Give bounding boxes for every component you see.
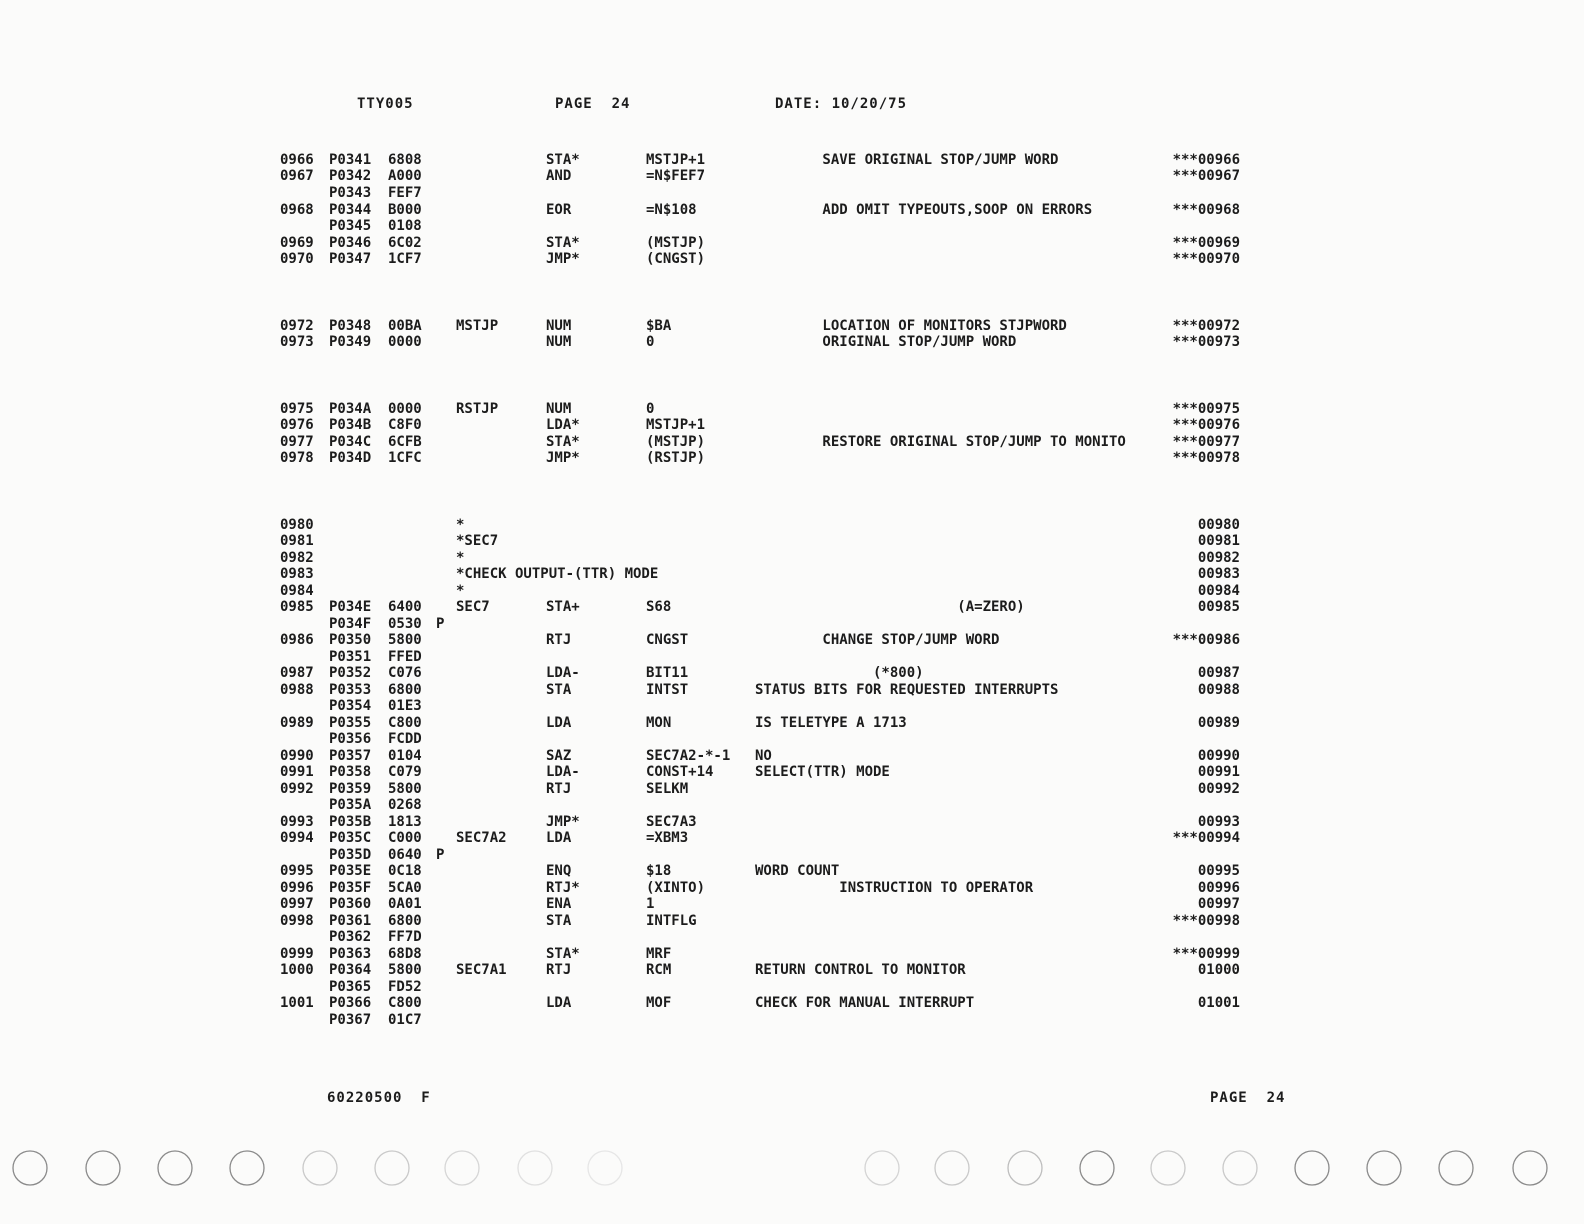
listing-addr: P0359	[329, 781, 372, 797]
listing-label: MSTJP	[456, 318, 499, 334]
listing-op: RTJ*	[546, 880, 580, 896]
listing-line: 0977	[280, 434, 314, 450]
listing-op: LDA-	[546, 764, 580, 780]
listing-line: 0999	[280, 946, 314, 962]
listing-line	[280, 168, 1260, 185]
listing-seq: ***00972	[1172, 318, 1240, 334]
listing-seq: ***00975	[1172, 401, 1240, 417]
listing-code: 0000	[388, 334, 422, 350]
listing-code: 0000	[388, 401, 422, 417]
listing-addr: P0364	[329, 962, 372, 978]
listing-seq: ***00967	[1172, 168, 1240, 184]
listing-arg: (RSTJP)	[646, 450, 706, 466]
listing-line	[280, 896, 1260, 913]
listing-arg: =N$FEF7	[646, 168, 706, 184]
listing-line	[280, 318, 1260, 335]
listing-addr: P0349	[329, 334, 372, 350]
listing-seq: 00995	[1197, 863, 1240, 879]
listing-cmt: (A=ZERO)	[755, 599, 1025, 615]
listing-op: NUM	[546, 401, 572, 417]
listing-label: SEC7A1	[456, 962, 507, 978]
listing-code: 01C7	[388, 1012, 422, 1028]
listing-line: 0997	[280, 896, 314, 912]
listing-code: 6808	[388, 152, 422, 168]
listing-addr: P034F	[329, 616, 372, 632]
listing-arg: CNGST	[646, 632, 689, 648]
listing-op: SAZ	[546, 748, 572, 764]
assembly-listing	[280, 0, 1280, 1224]
listing-seq: ***00986	[1172, 632, 1240, 648]
listing-addr: P034A	[329, 401, 372, 417]
listing-line: 0986	[280, 632, 314, 648]
listing-addr: P0351	[329, 649, 372, 665]
listing-line	[280, 682, 1260, 699]
listing-addr: P0346	[329, 235, 372, 251]
listing-code: 1CF7	[388, 251, 422, 267]
listing-line	[280, 946, 1260, 963]
listing-cmt: SELECT(TTR) MODE	[755, 764, 890, 780]
listing-seq: ***00969	[1172, 235, 1240, 251]
listing-line: 0989	[280, 715, 314, 731]
listing-line: 0987	[280, 665, 314, 681]
listing-arg: INTST	[646, 682, 689, 698]
listing-seq: 01000	[1197, 962, 1240, 978]
listing-code: 0108	[388, 218, 422, 234]
listing-cmt: WORD COUNT	[755, 863, 840, 879]
listing-cmt: ADD OMIT TYPEOUTS,SOOP ON ERRORS	[755, 202, 1093, 218]
listing-code: 6800	[388, 682, 422, 698]
listing-addr: P034B	[329, 417, 372, 433]
listing-line: 1001	[280, 995, 314, 1011]
listing-code: FF7D	[388, 929, 422, 945]
listing-label: SEC7A2	[456, 830, 507, 846]
listing-seq: 00985	[1197, 599, 1240, 615]
listing-line	[280, 764, 1260, 781]
listing-arg: (MSTJP)	[646, 434, 706, 450]
listing-line: 0996	[280, 880, 314, 896]
listing-line: 0994	[280, 830, 314, 846]
listing-rel: P	[436, 616, 445, 632]
listing-seq: ***00968	[1172, 202, 1240, 218]
listing-addr: P0356	[329, 731, 372, 747]
listing-line	[280, 599, 1260, 616]
listing-line: 0981	[280, 533, 314, 549]
listing-seq: ***00978	[1172, 450, 1240, 466]
listing-op: EOR	[546, 202, 572, 218]
listing-addr: P0344	[329, 202, 372, 218]
listing-line: 0978	[280, 450, 314, 466]
listing-arg: (CNGST)	[646, 251, 706, 267]
listing-addr: P0358	[329, 764, 372, 780]
listing-cmt: SAVE ORIGINAL STOP/JUMP WORD	[755, 152, 1059, 168]
listing-seq: ***00973	[1172, 334, 1240, 350]
listing-seq: 00988	[1197, 682, 1240, 698]
listing-op: RTJ	[546, 781, 572, 797]
listing-addr: P0367	[329, 1012, 372, 1028]
listing-arg: SELKM	[646, 781, 689, 797]
listing-code: 6800	[388, 913, 422, 929]
listing-cmt: CHANGE STOP/JUMP WORD	[755, 632, 1000, 648]
listing-addr: P035D	[329, 847, 372, 863]
listing-code: 1CFC	[388, 450, 422, 466]
listing-line: 0993	[280, 814, 314, 830]
listing-line	[280, 731, 1260, 748]
listing-code: FFED	[388, 649, 422, 665]
listing-seq: 00991	[1197, 764, 1240, 780]
listing-cmt: NO	[755, 748, 772, 764]
listing-addr: P0357	[329, 748, 372, 764]
listing-line	[280, 235, 1260, 252]
listing-arg: MSTJP+1	[646, 417, 706, 433]
listing-line	[280, 715, 1260, 732]
listing-arg: MSTJP+1	[646, 152, 706, 168]
listing-code: 0268	[388, 797, 422, 813]
listing-op: JMP*	[546, 450, 580, 466]
listing-arg: $18	[646, 863, 672, 879]
listing-line	[280, 913, 1260, 930]
listing-code: 00BA	[388, 318, 422, 334]
listing-line: 0988	[280, 682, 314, 698]
listing-line	[280, 202, 1260, 219]
listing-arg: =XBM3	[646, 830, 689, 846]
listing-line	[280, 649, 1260, 666]
listing-code: B000	[388, 202, 422, 218]
listing-line: 0983	[280, 566, 314, 582]
listing-addr: P0341	[329, 152, 372, 168]
listing-line	[280, 152, 1260, 169]
listing-op: STA	[546, 913, 572, 929]
listing-label: *	[456, 517, 465, 533]
listing-line	[280, 185, 1260, 202]
listing-arg: SEC7A3	[646, 814, 697, 830]
listing-line: 0990	[280, 748, 314, 764]
listing-op: ENA	[546, 896, 572, 912]
listing-seq: 00989	[1197, 715, 1240, 731]
listing-line	[280, 1012, 1260, 1029]
listing-op: STA*	[546, 434, 580, 450]
listing-arg: =N$108	[646, 202, 697, 218]
listing-line	[280, 781, 1260, 798]
listing-code: FD52	[388, 979, 422, 995]
listing-line: 0995	[280, 863, 314, 879]
listing-line: 0980	[280, 517, 314, 533]
listing-addr: P0362	[329, 929, 372, 945]
listing-line: 0998	[280, 913, 314, 929]
listing-arg: (XINTO)	[646, 880, 706, 896]
listing-line: 0985	[280, 599, 314, 615]
listing-seq: 00984	[1197, 583, 1240, 599]
listing-rel: P	[436, 847, 445, 863]
listing-code: 0C18	[388, 863, 422, 879]
listing-arg: SEC7A2-*-1	[646, 748, 731, 764]
listing-seq: ***00999	[1172, 946, 1240, 962]
listing-op: AND	[546, 168, 572, 184]
listing-seq: 00992	[1197, 781, 1240, 797]
listing-label: RSTJP	[456, 401, 499, 417]
listing-cmt: STATUS BITS FOR REQUESTED INTERRUPTS	[755, 682, 1059, 698]
listing-seq: ***00970	[1172, 251, 1240, 267]
listing-seq: ***00994	[1172, 830, 1240, 846]
listing-addr: P0355	[329, 715, 372, 731]
listing-addr: P0360	[329, 896, 372, 912]
listing-addr: P0354	[329, 698, 372, 714]
listing-addr: P034E	[329, 599, 372, 615]
listing-arg: MON	[646, 715, 672, 731]
page-footer: PAGE 24	[1210, 1090, 1286, 1106]
listing-line: 0984	[280, 583, 314, 599]
listing-code: C8F0	[388, 417, 422, 433]
listing-line	[280, 434, 1260, 451]
listing-code: C079	[388, 764, 422, 780]
listing-line	[280, 814, 1260, 831]
listing-op: RTJ	[546, 632, 572, 648]
listing-line: 0975	[280, 401, 314, 417]
listing-arg: S68	[646, 599, 672, 615]
listing-line	[280, 517, 1260, 534]
listing-label: *SEC7	[456, 533, 499, 549]
listing-code: 6CFB	[388, 434, 422, 450]
tractor-feed-holes	[0, 1148, 1584, 1198]
listing-seq: 00996	[1197, 880, 1240, 896]
listing-code: 5800	[388, 632, 422, 648]
listing-addr: P0350	[329, 632, 372, 648]
listing-code: 01E3	[388, 698, 422, 714]
listing-addr: P0348	[329, 318, 372, 334]
listing-code: 1813	[388, 814, 422, 830]
listing-seq: ***00976	[1172, 417, 1240, 433]
listing-addr: P0365	[329, 979, 372, 995]
listing-line	[280, 583, 1260, 600]
listing-code: 68D8	[388, 946, 422, 962]
listing-line	[280, 748, 1260, 765]
listing-code: A000	[388, 168, 422, 184]
listing-line: 0982	[280, 550, 314, 566]
listing-arg: (MSTJP)	[646, 235, 706, 251]
listing-arg: INTFLG	[646, 913, 697, 929]
listing-addr: P0347	[329, 251, 372, 267]
listing-line	[280, 962, 1260, 979]
listing-cmt: LOCATION OF MONITORS STJPWORD	[755, 318, 1067, 334]
listing-line	[280, 880, 1260, 897]
listing-line: 0972	[280, 318, 314, 334]
listing-op: STA	[546, 682, 572, 698]
listing-line	[280, 797, 1260, 814]
listing-addr: P0353	[329, 682, 372, 698]
listing-addr: P0361	[329, 913, 372, 929]
listing-op: LDA*	[546, 417, 580, 433]
listing-addr: P035C	[329, 830, 372, 846]
listing-seq: ***00998	[1172, 913, 1240, 929]
listing-line	[280, 417, 1260, 434]
listing-line	[280, 632, 1260, 649]
listing-arg: MRF	[646, 946, 672, 962]
listing-op: STA+	[546, 599, 580, 615]
listing-line	[280, 450, 1260, 467]
listing-arg: 1	[646, 896, 655, 912]
listing-cmt: INSTRUCTION TO OPERATOR	[755, 880, 1034, 896]
listing-arg: $BA	[646, 318, 672, 334]
listing-code: 5800	[388, 781, 422, 797]
listing-addr: P035A	[329, 797, 372, 813]
listing-code: 6C02	[388, 235, 422, 251]
listing-label: *CHECK OUTPUT-(TTR) MODE	[456, 566, 659, 582]
listing-arg: CONST+14	[646, 764, 714, 780]
listing-arg: RCM	[646, 962, 672, 978]
listing-code: 0A01	[388, 896, 422, 912]
listing-seq: 00990	[1197, 748, 1240, 764]
listing-line	[280, 401, 1260, 418]
document-number: 60220500 F	[327, 1090, 431, 1106]
listing-addr: P034C	[329, 434, 372, 450]
listing-code: 0640	[388, 847, 422, 863]
listing-line	[280, 616, 1260, 633]
listing-op: STA*	[546, 946, 580, 962]
listing-seq: 00982	[1197, 550, 1240, 566]
listing-cmt: RESTORE ORIGINAL STOP/JUMP TO MONITO	[755, 434, 1126, 450]
listing-seq: 00983	[1197, 566, 1240, 582]
listing-line: 0966	[280, 152, 314, 168]
page-header: PAGE 24	[555, 96, 631, 112]
listing-label: *	[456, 550, 465, 566]
listing-addr: P0343	[329, 185, 372, 201]
listing-cmt: ORIGINAL STOP/JUMP WORD	[755, 334, 1017, 350]
listing-cmt: RETURN CONTROL TO MONITOR	[755, 962, 966, 978]
listing-seq: 00993	[1197, 814, 1240, 830]
listing-arg: MOF	[646, 995, 672, 1011]
listing-line	[280, 979, 1260, 996]
listing-line: 1000	[280, 962, 314, 978]
listing-addr: P035F	[329, 880, 372, 896]
listing-op: LDA	[546, 995, 572, 1011]
listing-code: C800	[388, 715, 422, 731]
listing-line: 0976	[280, 417, 314, 433]
listing-line	[280, 550, 1260, 567]
listing-addr: P0352	[329, 665, 372, 681]
listing-code: C000	[388, 830, 422, 846]
listing-seq: 00987	[1197, 665, 1240, 681]
listing-op: JMP*	[546, 814, 580, 830]
listing-code: 0104	[388, 748, 422, 764]
listing-op: STA*	[546, 152, 580, 168]
listing-op: LDA	[546, 830, 572, 846]
listing-addr: P0363	[329, 946, 372, 962]
listing-line	[280, 847, 1260, 864]
listing-line: 0967	[280, 168, 314, 184]
listing-line	[280, 251, 1260, 268]
listing-seq: ***00977	[1172, 434, 1240, 450]
listing-addr: P0345	[329, 218, 372, 234]
listing-line: 0970	[280, 251, 314, 267]
listing-label: *	[456, 583, 465, 599]
listing-op: ENQ	[546, 863, 572, 879]
listing-op: LDA	[546, 715, 572, 731]
listing-op: STA*	[546, 235, 580, 251]
listing-op: NUM	[546, 334, 572, 350]
listing-code: 5800	[388, 962, 422, 978]
program-name: TTY005	[357, 96, 414, 112]
listing-code: 5CA0	[388, 880, 422, 896]
listing-line: 0968	[280, 202, 314, 218]
listing-line: 0969	[280, 235, 314, 251]
listing-arg: 0	[646, 334, 655, 350]
listing-seq: 01001	[1197, 995, 1240, 1011]
listing-code: 0530	[388, 616, 422, 632]
listing-line	[280, 218, 1260, 235]
listing-label: SEC7	[456, 599, 490, 615]
listing-op: LDA-	[546, 665, 580, 681]
listing-code: 6400	[388, 599, 422, 615]
listing-seq: ***00966	[1172, 152, 1240, 168]
listing-line	[280, 698, 1260, 715]
listing-seq: 00980	[1197, 517, 1240, 533]
listing-op: NUM	[546, 318, 572, 334]
listing-line	[280, 665, 1260, 682]
listing-line: 0991	[280, 764, 314, 780]
listing-line	[280, 995, 1260, 1012]
listing-seq: 00981	[1197, 533, 1240, 549]
listing-line	[280, 566, 1260, 583]
listing-addr: P035B	[329, 814, 372, 830]
listing-addr: P0366	[329, 995, 372, 1011]
listing-cmt: (*800)	[755, 665, 924, 681]
listing-cmt: IS TELETYPE A 1713	[755, 715, 907, 731]
listing-line	[280, 929, 1260, 946]
listing-addr: P035E	[329, 863, 372, 879]
listing-addr: P0342	[329, 168, 372, 184]
listing-code: C800	[388, 995, 422, 1011]
listing-line	[280, 533, 1260, 550]
listing-line: 0992	[280, 781, 314, 797]
listing-arg: BIT11	[646, 665, 689, 681]
listing-line: 0973	[280, 334, 314, 350]
listing-op: JMP*	[546, 251, 580, 267]
date-header: DATE: 10/20/75	[775, 96, 908, 112]
listing-line	[280, 863, 1260, 880]
listing-code: FEF7	[388, 185, 422, 201]
listing-code: FCDD	[388, 731, 422, 747]
listing-seq: 00997	[1197, 896, 1240, 912]
listing-line	[280, 334, 1260, 351]
listing-cmt: CHECK FOR MANUAL INTERRUPT	[755, 995, 975, 1011]
listing-op: RTJ	[546, 962, 572, 978]
listing-arg: 0	[646, 401, 655, 417]
listing-code: C076	[388, 665, 422, 681]
listing-line	[280, 830, 1260, 847]
listing-addr: P034D	[329, 450, 372, 466]
